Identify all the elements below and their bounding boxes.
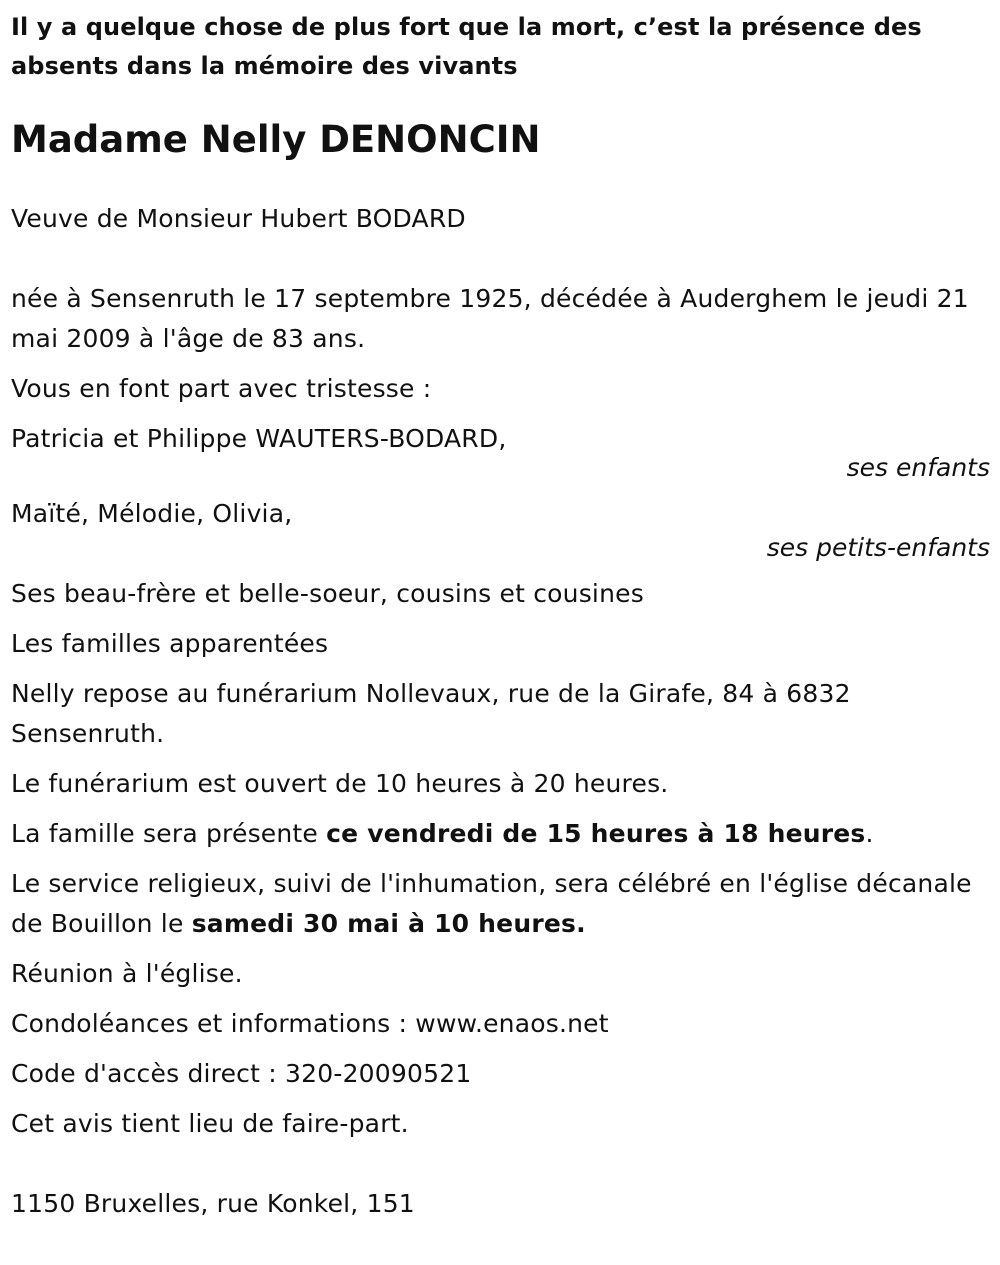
children-role: ses enfants: [846, 453, 990, 482]
children-names: Patricia et Philippe WAUTERS-BODARD,: [11, 424, 507, 453]
families-line: Les familles apparentées: [11, 629, 329, 658]
deceased-name: Madame Nelly DENONCIN: [11, 118, 541, 161]
resting-place: Nelly repose au funérarium Nollevaux, rue de la Girafe, 84 à 6832 Sensenruth.: [11, 679, 851, 748]
condolences-line: Condoléances et informations : www.enaos.net: [11, 1009, 609, 1038]
memorial-quote: Il y a quelque chose de plus fort que la mort, c’est la présence des absents dans la mémoire des vivants: [11, 13, 922, 80]
in-laws-line: Ses beau-frère et belle-soeur, cousins et cousines: [11, 579, 644, 608]
family-presence-time: ce vendredi de 15 heures à 18 heures: [326, 819, 866, 848]
family-presence: [11, 814, 990, 854]
grandchildren-role: ses petits-enfants: [766, 533, 990, 562]
funeral-home-hours: Le funérarium est ouvert de 10 heures à 20 heures.: [11, 769, 669, 798]
family-presence-suffix: .: [865, 819, 874, 848]
family-address: 1150 Bruxelles, rue Konkel, 151: [11, 1189, 415, 1218]
religious-service-text: Le service religieux, suivi de l'inhumation, sera célébré en l'église décanale de Bouillon le: [11, 869, 972, 938]
notice-note: Cet avis tient lieu de faire-part.: [11, 1109, 409, 1138]
access-code-line: Code d'accès direct : 320-20090521: [11, 1059, 472, 1088]
grandchildren-names: Maïté, Mélodie, Olivia,: [11, 499, 293, 528]
religious-service-date: samedi 30 mai à 10 heures.: [191, 909, 586, 938]
birth-death-details: née à Sensenruth le 17 septembre 1925, décédée à Auderghem le jeudi 21 mai 2009 à l'âge de 83 ans.: [11, 284, 969, 353]
religious-service: [11, 864, 990, 944]
meeting-line: Réunion à l'église.: [11, 959, 243, 988]
family-presence-prefix: La famille sera présente: [11, 819, 327, 848]
widow-line: Veuve de Monsieur Hubert BODARD: [11, 204, 466, 233]
announcement-line: Vous en font part avec tristesse :: [11, 374, 432, 403]
